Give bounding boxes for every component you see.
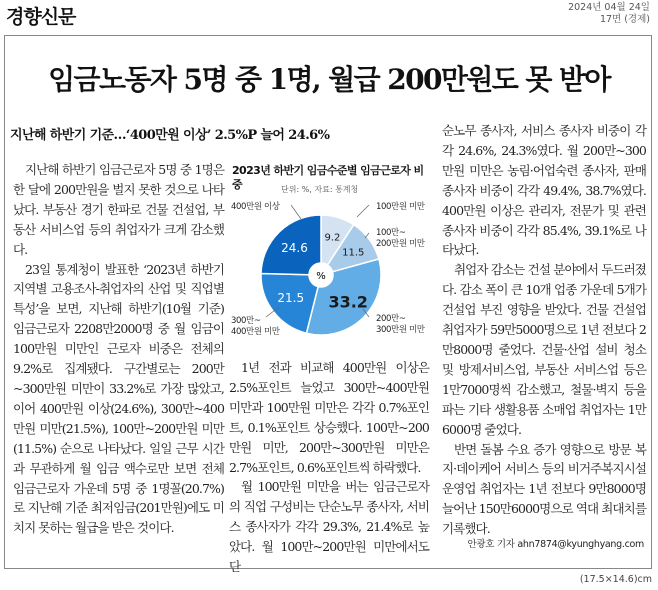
category-label: 300만~ [231, 316, 261, 326]
byline: 안광호 기자 ahn7874@kyunghyang.com [467, 539, 644, 550]
leader-line [291, 205, 301, 219]
paragraph: 반면 돌봄 수요 증가 영향으로 방문 복지·데이케어 서비스 등의 비거주복지시설 운영업 취업자는 1년 전보다 9만8000명 늘어난 150만6000명으로 역대 최대치를 기록했다. [442, 441, 646, 537]
masthead: 경향신문 [6, 6, 76, 28]
leader-line [357, 205, 369, 217]
category-label: 100만~ [376, 228, 406, 238]
headline: 임금노동자 5명 중 1명, 월급 200만원도 못 받아 [48, 63, 610, 96]
chart-unit-note: 단위: %, 자료: 통계청 [281, 185, 359, 194]
category-label: 200만원 미만 [376, 239, 425, 249]
category-label: 300만원 미만 [376, 325, 425, 335]
slice-value-label: 24.6 [281, 240, 308, 255]
issue-info [568, 2, 650, 26]
slice-value-label: 9.2 [324, 232, 341, 244]
paragraph: 월 100만원 미만을 버는 임금근로자의 직업 구성비는 단순노무 종사자, 서비스 종사자가 각각 29.3%, 21.4%로 높았다. 월 100만~200만원 미만에서도 단 [229, 479, 429, 575]
paragraph: 1년 전과 비교해 400만원 이상은 2.5%포인트 늘었고 300만~400만원 미만과 100만원 미만은 각각 0.7%포인트, 0.1%포인트 상승했다. 100만~200만원 미만, 200만~300만원 미만은 2.7%포인트, 0.6%포인트씩 하락했다. [229, 360, 429, 475]
category-label: 400만원 미만 [231, 327, 280, 337]
column-2 [229, 358, 429, 577]
issue-date: 2024년 04월 24일 [568, 2, 650, 13]
paragraph: 취업자 감소는 건설 분야에서 두드러졌다. 감소 폭이 큰 10개 업종 가운데 5개가 건설업 부진 영향을 받았다. 건물 건설업 취업자가 59만5000명으로 1년 전보다 2만8000명 줄었다. 건물·산업 설비 청소 및 방제서비스업, 부동산 서비스업 등은 1만7000명씩 감소했고, 철물·벽지 등을 파는 기타 생활용품 소매업 취업자는 1만6000명 줄었다. [442, 262, 646, 437]
column-1 [13, 160, 224, 538]
category-label: 400만원 이상 [231, 202, 280, 212]
size-note: (17.5×14.6)cm [579, 574, 652, 585]
slice-value-label: 11.5 [342, 247, 365, 259]
paragraph: 23일 통계청이 발표한 ‘2023년 하반기 지역별 고용조사-취업자의 산업 및 직업별 특성’을 보면, 지난해 하반기(10월 기준) 임금근로자 2208만2000명 중 월 임금이 100만원 미만인 근로자 비중은 전체의 9.2%로 집계됐다. 구간별로는 200만~300만원 미만이 33.2%로 가장 많았고, 이어 400만원 이상(24.6%), 300만~400만원 미만(21.5%), 100만~200만원 미만(11.5%) 순으로 나타났다. 일일 근무 시간과 무관하게 월 임금 액수로만 보면 전체 임금근로자 가운데 5명 중 1명꼴(20.7%)로 지난해 기준 최저임금(201만원)에도 미치지 못하는 월급을 받은 것이다. [13, 261, 224, 536]
slice-value-label: 21.5 [277, 291, 305, 306]
column-3 [442, 121, 646, 539]
center-unit-label: % [316, 271, 326, 282]
paragraph: 순노무 종사자, 서비스 종사자 비중이 각각 24.6%, 24.3%였다. 월 200만~300만원 미만은 농림·어업숙련 종사자, 판매 종사자 비중이 각각 49.4%, 38.7%였다. 400만원 이상은 관리자, 전문가 및 관련 종사자 비중이 각각 85.4%, 39.1%로 나타났다. [442, 123, 646, 258]
subhead: 지난해 하반기 기준…‘400만원 이상’ 2.5%P 늘어 24.6% [10, 128, 330, 143]
category-label: 100만원 미만 [376, 202, 425, 212]
issue-page: 17면 (경제) [599, 14, 650, 25]
pie-chart [229, 195, 434, 355]
paragraph: 지난해 하반기 임금근로자 5명 중 1명은 한 달에 200만원을 벌지 못한 것으로 나타났다. 부동산 경기 한파로 건물 건설업, 부동산 서비스업 등의 취업자가 크게 감소했다. [13, 162, 224, 257]
category-label: 200만~ [376, 314, 406, 324]
chart-title: 2023년 하반기 임금수준별 임금근로자 비중 [232, 164, 424, 191]
slice-value-label: 33.2 [328, 292, 368, 312]
